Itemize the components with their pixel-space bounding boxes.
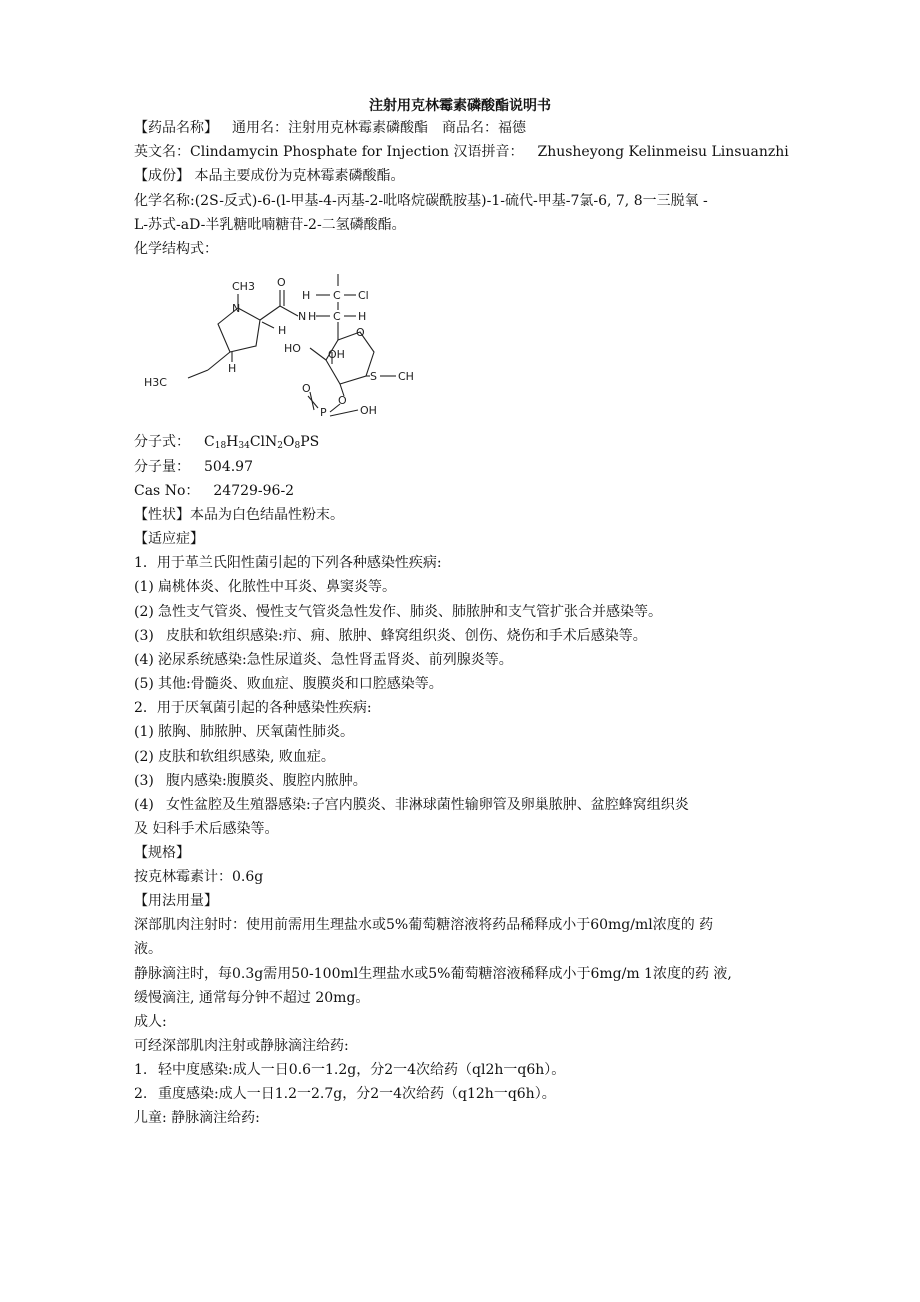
cas-value: 24729-96-2 bbox=[213, 483, 295, 499]
formula-line bbox=[134, 434, 319, 454]
appearance-line: 【性状】本品为白色结晶性粉末。 bbox=[134, 507, 344, 523]
indication-group-2-title: 2．用于厌氧菌引起的各种感染性疾病: bbox=[134, 700, 372, 716]
english-name: Clindamycin Phosphate for Injection bbox=[190, 144, 450, 160]
chemical-name-line-1: 化学名称:(2S-反式)-6-(l-甲基-4-丙基-2-吡咯烷碳酰胺基)-1-硫代-甲基-7氯-6, 7, 8一三脱氧 - bbox=[134, 193, 708, 209]
atom-nh-h: H bbox=[308, 310, 317, 323]
trade-name: 商品名：福德 bbox=[442, 120, 526, 136]
list-item: (4) 泌尿系统感染:急性尿道炎、急性肾盂肾炎、前列腺炎等。 bbox=[134, 652, 513, 668]
atom-oh-p: OH bbox=[360, 404, 377, 417]
adult-route: 可经深部肌肉注射或静脉滴注给药: bbox=[134, 1038, 349, 1054]
english-name-line bbox=[134, 144, 789, 160]
formula-label: 分子式： bbox=[134, 434, 190, 450]
mw-label: 分子量： bbox=[134, 459, 190, 475]
chemical-structure bbox=[134, 264, 454, 434]
list-item: (5) 其他:骨髓炎、败血症、腹膜炎和口腔感染等。 bbox=[134, 676, 443, 692]
drug-name-line bbox=[134, 120, 526, 136]
atom-o-phos: O bbox=[338, 394, 347, 407]
composition-line: 【成份】 本品主要成份为克林霉素磷酸酯。 bbox=[134, 168, 405, 184]
atom-o-ring: O bbox=[356, 326, 365, 339]
spec-value: 按克林霉素计：0.6g bbox=[134, 869, 264, 885]
english-label: 英文名： bbox=[134, 144, 190, 160]
pinyin-name: Zhusheyong Kelinmeisu Linsuanzhi bbox=[537, 144, 789, 160]
atom-ch3-top: CH3 bbox=[232, 280, 255, 293]
list-item: (1) 脓胸、肺脓肿、厌氧菌性肺炎。 bbox=[134, 724, 354, 740]
usage-iv-line-2: 缓慢滴注, 通常每分钟不超过 20mg。 bbox=[134, 990, 370, 1006]
list-item-continuation: 及 妇科手术后感染等。 bbox=[134, 821, 279, 837]
atom-h1: H bbox=[302, 289, 311, 302]
atom-h-alpha: H bbox=[278, 324, 287, 337]
atom-n-ring: N bbox=[232, 302, 241, 315]
atom-p: P bbox=[320, 406, 327, 419]
cas-label: Cas No： bbox=[134, 483, 200, 499]
indication-group-1-title: 1．用于革兰氏阳性菌引起的下列各种感染性疾病: bbox=[134, 555, 442, 571]
usage-im-line-2: 液。 bbox=[134, 941, 162, 957]
usage-im-line-1: 深部肌肉注射时：使用前需用生理盐水或5%葡萄糖溶液将药品稀释成小于60mg/ml浓度的 药 bbox=[134, 917, 714, 933]
structure-label: 化学结构式： bbox=[134, 241, 218, 257]
drug-name-tag: 【药品名称】 bbox=[134, 120, 218, 136]
atom-ho: HO bbox=[284, 342, 301, 355]
generic-name: 通用名：注射用克林霉素磷酸酯 bbox=[232, 120, 428, 136]
list-item: 1. 轻中度感染:成人一日0.6一1.2g，分2一4次给药（ql2h一q6h）。 bbox=[134, 1062, 566, 1078]
atom-cl: Cl bbox=[358, 289, 369, 302]
atom-oh: OH bbox=[328, 348, 345, 361]
indications-tag: 【适应症】 bbox=[134, 531, 204, 547]
mw-value: 504.97 bbox=[204, 459, 253, 475]
cas-line bbox=[134, 483, 294, 499]
atom-h-ring: H bbox=[228, 362, 237, 375]
list-item: (2) 急性支气管炎、慢性支气管炎急性发作、肺炎、肺脓肿和支气管扩张合并感染等。 bbox=[134, 604, 662, 620]
list-item: (2) 皮肤和软组织感染, 败血症。 bbox=[134, 749, 335, 765]
usage-iv-line-1: 静脉滴注时，每0.3g需用50-100ml生理盐水或5%葡萄糖溶液稀释成小于6mg/m 1浓度的药 液, bbox=[134, 966, 732, 982]
atom-h2: H bbox=[358, 310, 367, 323]
usage-tag: 【用法用量】 bbox=[134, 893, 218, 909]
atom-c2: C bbox=[333, 310, 341, 323]
list-item: (1) 扁桃体炎、化脓性中耳炎、鼻窦炎等。 bbox=[134, 579, 396, 595]
page-title: 注射用克林霉素磷酸酯说明书 bbox=[369, 98, 551, 114]
list-item: 2. 重度感染:成人一日1.2一2.7g，分2一4次给药（q12h一q6h）。 bbox=[134, 1086, 556, 1102]
atom-c1: C bbox=[333, 289, 341, 302]
atom-o-p: O bbox=[302, 382, 311, 395]
chemical-name-line-2: L-苏式-aD-半乳糖吡喃糖苷-2-二氢磷酸酯。 bbox=[134, 217, 406, 233]
pinyin-label: 汉语拼音： bbox=[453, 144, 524, 160]
list-item: (3) 皮肤和软组织感染:疖、痈、脓肿、蜂窝组织炎、创伤、烧伤和手术后感染等。 bbox=[134, 628, 647, 644]
formula-value: $C_{18}H_{34}ClN_2O_8PS$ bbox=[204, 434, 320, 451]
spec-tag: 【规格】 bbox=[134, 845, 190, 861]
list-item: (3) 腹内感染:腹膜炎、腹腔内脓肿。 bbox=[134, 773, 367, 789]
molecular-weight-line bbox=[134, 459, 253, 475]
list-item: (4) 女性盆腔及生殖器感染:子宫内膜炎、非淋球菌性输卵管及卵巢脓肿、盆腔蜂窝组织炎 bbox=[134, 797, 689, 813]
atom-o-amide: O bbox=[277, 276, 286, 289]
adult-label: 成人: bbox=[134, 1014, 167, 1030]
atom-h3c: H3C bbox=[144, 376, 167, 389]
atom-nh-n: N bbox=[298, 310, 307, 323]
atom-s: S bbox=[370, 370, 377, 383]
child-label: 儿童: 静脉滴注给药: bbox=[134, 1110, 260, 1126]
atom-ch3-s: CH bbox=[398, 370, 414, 383]
